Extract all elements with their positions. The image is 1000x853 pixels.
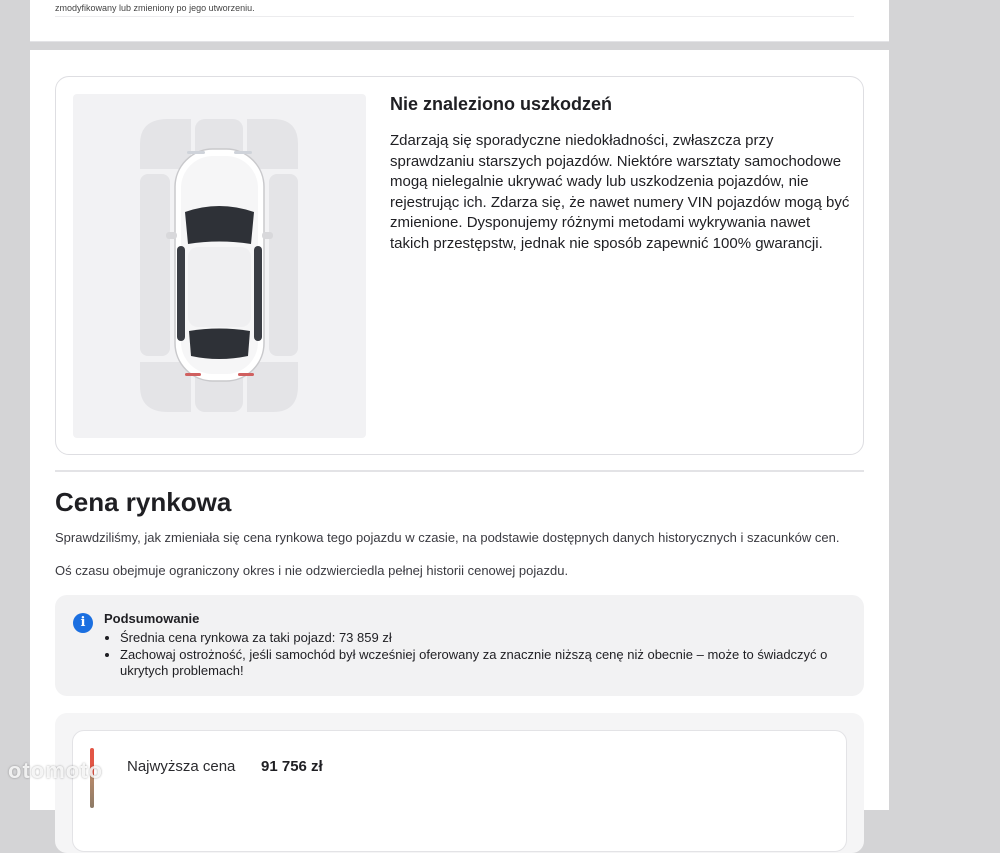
damage-description: Zdarzają się sporadyczne niedokładności, zwłaszcza przy sprawdzaniu starszych pojazdów. Niektóre warsztaty samochodowe mogą nielegalnie ukrywać wady lub uszkodzenia pojazdów, nie rejestrując ich. Zdarza się, że nawet numery VIN pojazdów mogą być zmienione. Dysponujemy różnymi metodami wykrywania nawet takich przestępstw, jednak nie sposób zapewnić 100% gwarancji. <box>390 132 850 252</box>
previous-section-text: zmodyfikowany lub zmieniony po jego utworzeniu. <box>55 3 255 13</box>
car-diagram <box>73 94 366 438</box>
damage-section <box>55 76 864 455</box>
summary-item: • Średnia cena rynkowa za taki pojazd: 73 859 zł <box>120 630 860 647</box>
highest-price-value: 91 756 zł <box>261 758 323 775</box>
section-divider <box>55 470 864 472</box>
summary-box <box>55 595 864 696</box>
info-icon: i <box>73 613 93 633</box>
market-price-title: Cena rynkowa <box>55 487 232 517</box>
previous-section-card <box>30 0 889 42</box>
car-top-view-icon <box>73 94 366 438</box>
price-history-panel <box>55 713 864 853</box>
market-price-description: Sprawdziliśmy, jak zmieniała się cena rynkowa tego pojazdu w czasie, na podstawie dostępnych danych historycznych i szacunków cen. <box>55 530 840 545</box>
watermark-logo: otomoto <box>8 758 103 783</box>
damage-title: Nie znaleziono uszkodzeń <box>390 94 613 114</box>
summary-item: • Zachowaj ostrożność, jeśli samochód był wcześniej oferowany za znacznie niższą cenę niż obecnie – może to świadczyć o ukrytych problemach! <box>120 647 860 680</box>
market-price-note: Oś czasu obejmuje ograniczony okres i nie odzwierciedla pełnej historii cenowej pojazdu. <box>55 563 569 578</box>
divider <box>55 16 854 17</box>
highest-price-label: Najwyższa cena <box>127 758 236 775</box>
summary-list <box>104 630 860 680</box>
report-card <box>30 50 889 810</box>
highest-price-card <box>72 730 847 852</box>
summary-title: Podsumowanie <box>104 611 200 626</box>
